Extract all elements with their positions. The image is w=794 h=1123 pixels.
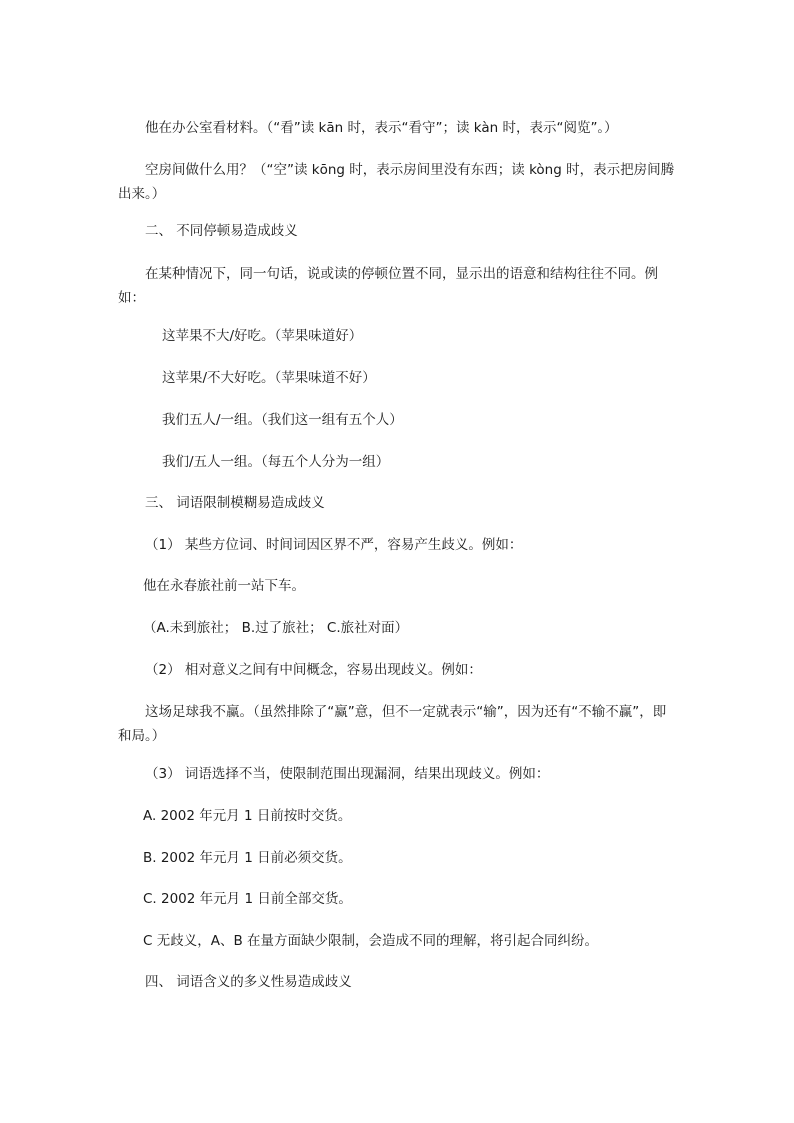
example-pause-1: 这苹果不大/好吃。（苹果味道好） [162,328,363,344]
section-heading-4: 四、 词语含义的多义性易造成歧义 [145,974,352,990]
paragraph-kan-example: 他在办公室看材料。（“看”读 kān 时，表示“看守”；读 kàn 时，表示“阅览”。） [145,120,618,136]
example-delivery-b: B. 2002 年元月 1 日前必须交货。 [143,850,352,866]
example-football: 这场足球我不赢。（虽然排除了“赢”意，但不一定就表示“输”，因为还有“不输不赢”，即和局。） [118,704,667,744]
paragraph-kong-example: 空房间做什么用？（“空”读 kōng 时，表示房间里没有东西；读 kòng 时，表示把房间腾出来。） [118,162,675,202]
example-station-options: （A.未到旅社； B.过了旅社； C.旅社对面） [143,620,409,636]
paragraph-pause-intro: 在某种情况下，同一句话，说或读的停顿位置不同，显示出的语意和结构往往不同。例如： [118,266,658,306]
example-pause-2: 这苹果/不大好吃。（苹果味道不好） [162,370,376,386]
paragraph-delivery-conclusion: C 无歧义，A、B 在量方面缺少限制，会造成不同的理解，将引起合同纠纷。 [143,933,599,949]
section-heading-3: 三、 词语限制模糊易造成歧义 [145,495,325,511]
example-pause-4: 我们/五人一组。（每五个人分为一组） [162,454,390,470]
section-heading-2: 二、 不同停顿易造成歧义 [145,223,298,239]
example-delivery-a: A. 2002 年元月 1 日前按时交货。 [143,808,352,824]
subsection-1: （1） 某些方位词、时间词因区界不严，容易产生歧义。例如： [145,537,523,553]
subsection-3: （3） 词语选择不当，使限制范围出现漏洞，结果出现歧义。例如： [145,766,550,782]
subsection-2: （2） 相对意义之间有中间概念，容易出现歧义。例如： [145,662,482,678]
example-station: 他在永春旅社前一站下车。 [143,578,305,594]
example-pause-3: 我们五人/一组。（我们这一组有五个人） [162,412,403,428]
example-delivery-c: C. 2002 年元月 1 日前全部交货。 [143,891,352,907]
